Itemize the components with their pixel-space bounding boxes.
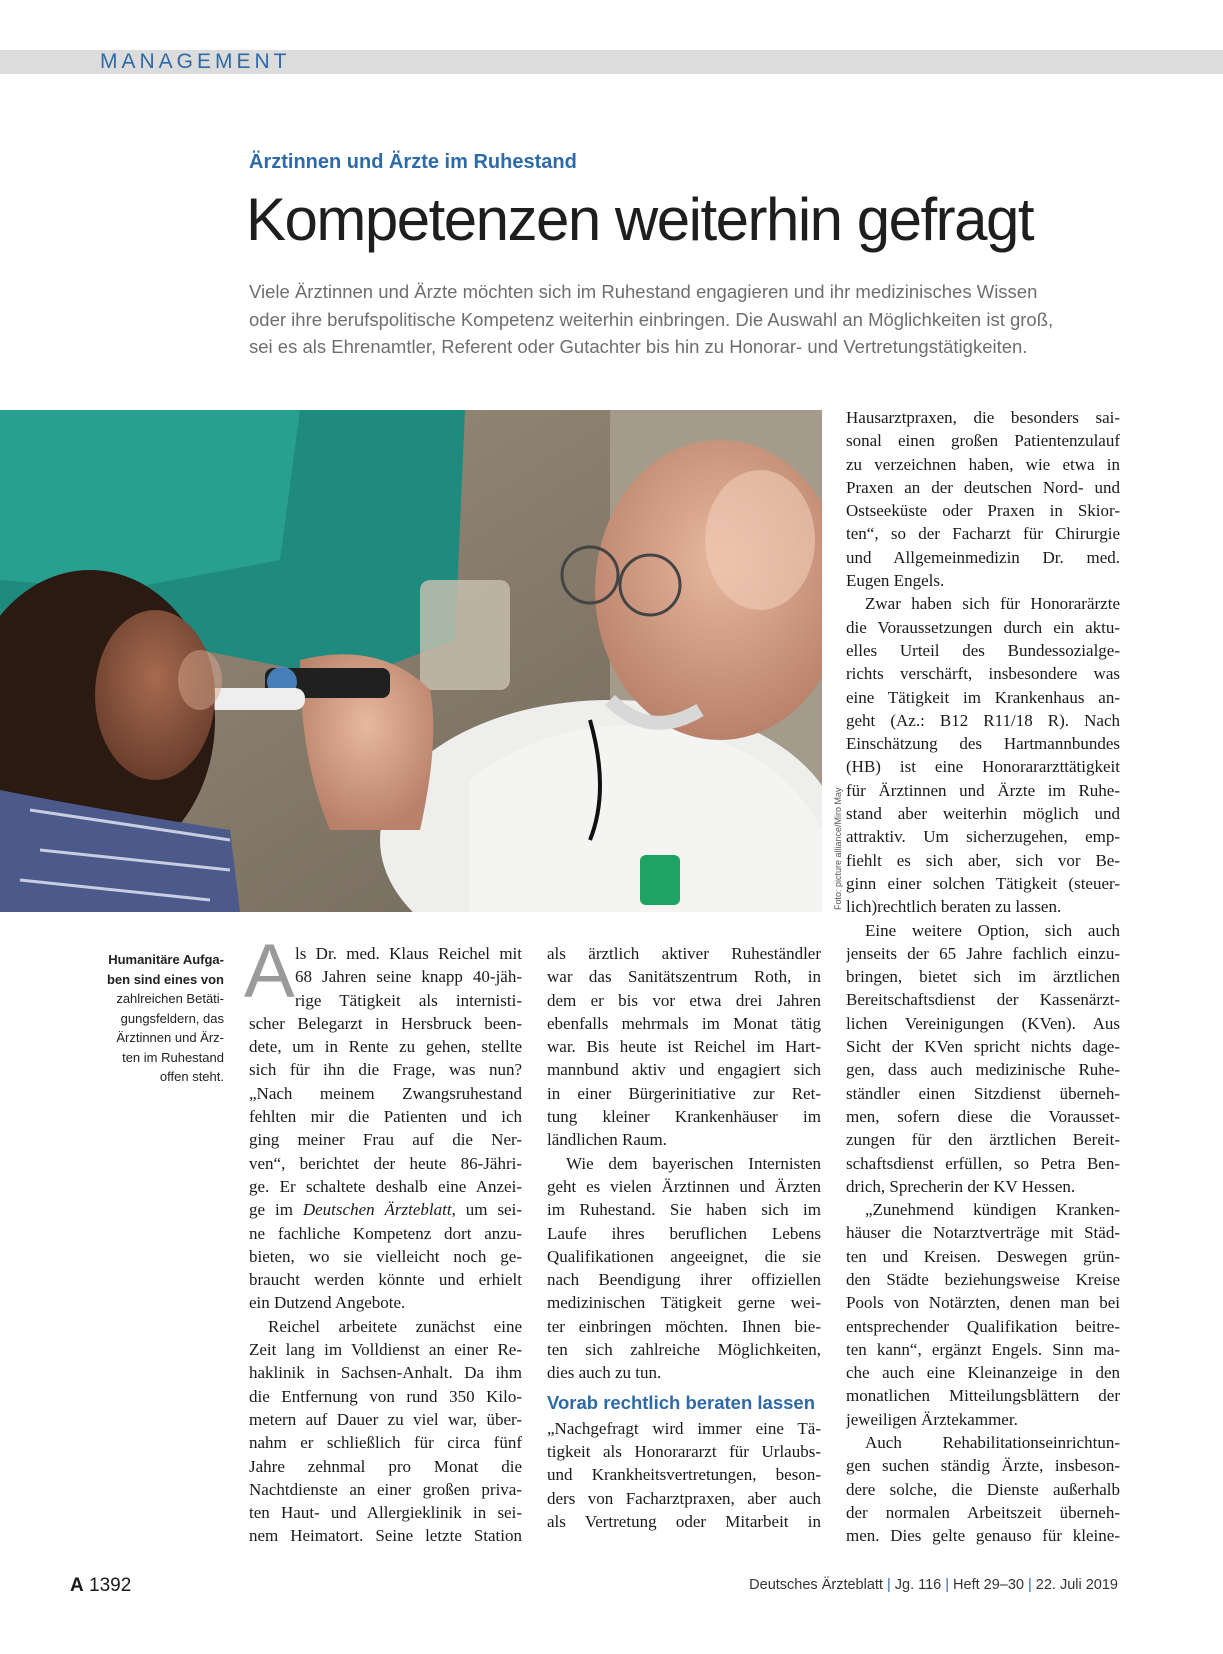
body-line: häuser die Notarztverträge mit Städ- — [846, 1223, 1120, 1243]
body-line: Reichel arbeitete zunächst eine — [268, 1316, 522, 1336]
body-line: ten“, so der Facharzt für Chirurgie — [846, 524, 1120, 544]
caption-line: Ärztinnen und Ärz- — [116, 1030, 224, 1045]
body-line: ter einbringen möchten. Ihnen bie- — [547, 1316, 821, 1336]
caption-line: zahlreichen Betäti- — [116, 991, 224, 1006]
body-line: lich)rechtlich beraten zu lassen. — [846, 897, 1062, 917]
body-line: war. Bis heute ist Reichel im Hart- — [547, 1037, 821, 1057]
body-line: Pools von Notärzten, denen man bei — [846, 1293, 1120, 1313]
journal-issue: Heft 29–30 — [953, 1577, 1024, 1593]
caption-line: ben sind eines von — [106, 971, 224, 987]
caption-line: ten im Ruhestand — [122, 1049, 224, 1065]
body-line: und Allgemeinmedizin Dr. med. — [846, 547, 1120, 567]
body-line: für Ärztinnen und Ärzte im Ruhe- — [846, 780, 1120, 800]
body-column-2 — [547, 942, 821, 1533]
body-line: dies auch zu tun. — [547, 1363, 662, 1383]
body-line: scher Belegarzt in Hersbruck been- — [249, 1013, 522, 1033]
body-line: den Städte beziehungsweise Kreise — [846, 1269, 1120, 1289]
body-line: die Voraussetzungen durch ein aktu- — [846, 617, 1120, 637]
lead-line: Viele Ärztinnen und Ärzte möchten sich im Ruhestand engagieren und ihr medizinisches Wissen — [249, 281, 1038, 302]
body-line: als ärztlich aktiver Ruheständler — [547, 944, 821, 963]
body-line: Praxen an der deutschen Nord- und — [846, 477, 1120, 497]
body-line: Laufe ihres beruflichen Lebens — [547, 1223, 821, 1243]
body-line: zu verzeichnen haben, wie etwa in — [846, 454, 1120, 474]
body-line: der normalen Arbeitszeit überneh- — [846, 1502, 1120, 1522]
body-line: fiehlt es sich aber, sich vor Be- — [846, 850, 1120, 870]
body-line: ständler einen Sitzdienst überneh- — [846, 1083, 1120, 1103]
body-line: nahm er schließlich für circa fünf — [249, 1433, 522, 1453]
page-prefix: A — [70, 1575, 84, 1596]
body-line: und Krankheitsvertretungen, beson- — [547, 1465, 821, 1485]
lead-line: oder ihre berufspolitische Kompetenz weiterhin einbringen. Die Auswahl an Möglichkeiten ist groß, — [249, 308, 1054, 330]
journal-name: Deutsches Ärzteblatt — [749, 1577, 883, 1593]
body-line: men. Dies gelte genauso für kleine- — [846, 1526, 1120, 1546]
body-line: dere solche, die Dienste außerhalb — [846, 1479, 1120, 1499]
caption-line: Humanitäre Aufga- — [108, 952, 224, 967]
caption-line: offen steht. — [159, 1069, 224, 1084]
body-line: (HB) ist eine Honorararzttätigkeit — [846, 757, 1120, 777]
body-line: ven“, berichtet der heute 86-Jähri- — [249, 1153, 522, 1173]
journal-reference: Deutschen Ärzteblatt — [302, 1200, 452, 1220]
body-line: mannbund aktiv und engagiert sich — [547, 1060, 821, 1080]
body-line: Eugen Engels. — [846, 571, 945, 591]
body-line: ebenfalls mehrmals im Monat tätig — [547, 1013, 821, 1033]
body-line: jeweiligen Ärztekammer. — [846, 1409, 1018, 1429]
body-line: ländlichen Raum. — [547, 1130, 667, 1150]
body-line: eine Tätigkeit im Krankenhaus an- — [846, 687, 1120, 707]
body-column-3 — [846, 406, 1120, 1548]
body-line: drich, Sprecherin der KV Hessen. — [846, 1176, 1076, 1196]
body-line: sich für ihn die Frage, was nun? — [249, 1060, 522, 1080]
body-line: metern auf Dauer zu viel war, über- — [249, 1409, 522, 1429]
page-number-value: 1392 — [89, 1575, 132, 1596]
body-line: gen suchen ständig Ärzte, insbeson- — [846, 1456, 1120, 1476]
body-line: braucht werden könnte und erhielt — [249, 1270, 522, 1290]
section-label: MANAGEMENT — [100, 50, 291, 73]
body-line: die Entfernung von rund 350 Kilo- — [249, 1386, 522, 1406]
journal-footer: Deutsches Ärzteblatt | Jg. 116 | Heft 29–30 | 22. Juli 2019 — [749, 1577, 1118, 1593]
body-line: ging meiner Frau auf die Ner- — [249, 1130, 522, 1150]
body-line: bringen, bietet sich im ärztlichen — [846, 967, 1120, 987]
body-line: nem Heimatort. Seine letzte Station — [249, 1526, 522, 1546]
section-subheading: Vorab rechtlich beraten lassen — [547, 1391, 816, 1413]
body-line: als Vertretung oder Mitarbeit in — [547, 1511, 821, 1531]
body-line: rige Tätigkeit als internisti- — [295, 990, 522, 1010]
body-line: entsprechender Qualifikation beitre- — [846, 1316, 1120, 1336]
body-line: ten sich zahlreiche Möglichkeiten, — [547, 1340, 821, 1360]
body-line: fehlten mir die Patienten und ich — [249, 1107, 522, 1127]
body-line: Eine weitere Option, sich auch — [865, 920, 1120, 940]
lead-line: sei es als Ehrenamtler, Referent oder Gutachter bis hin zu Honorar- und Vertretungstätigkeiten. — [249, 336, 1028, 357]
body-line: medizinischen Tätigkeit gerne wei- — [547, 1293, 821, 1313]
body-line: schaftsdienst erfüllen, so Petra Ben- — [846, 1153, 1120, 1173]
body-line: jenseits der 65 Jahre fachlich einzu- — [846, 943, 1120, 963]
body-line: ge. Er schaltete deshalb eine Anzei- — [249, 1176, 522, 1196]
body-line: ginn einer solchen Tätigkeit (steuer- — [846, 873, 1120, 893]
photo-credit: Foto: picture alliance/Miro May — [833, 787, 843, 910]
body-line: Zeit lang im Volldienst an einer Re- — [249, 1340, 522, 1360]
body-line: ein Dutzend Angebote. — [249, 1293, 406, 1313]
body-line: ders von Facharztpraxen, aber auch — [547, 1488, 821, 1508]
body-line: nach Beendigung ihrer offiziellen — [547, 1270, 821, 1290]
body-line: Auch Rehabilitationseinrichtun- — [865, 1433, 1120, 1453]
body-line: zungen für den ärztlichen Bereit- — [846, 1130, 1120, 1150]
body-line: Ostseeküste oder Praxen in Skior- — [846, 501, 1120, 521]
body-line: ten Haut- und Allergieklinik in sei- — [249, 1503, 522, 1523]
page-number — [70, 1575, 131, 1597]
body-column-1 — [244, 929, 522, 1548]
body-line: ten und Kreisen. Deswegen grün- — [846, 1246, 1120, 1266]
body-line: war das Sanitätszentrum Roth, in — [547, 967, 821, 987]
body-line: ne fachliche Kompetenz dort anzu- — [249, 1223, 522, 1243]
body-line: Nachtdienste an einer großen priva- — [249, 1479, 522, 1499]
body-line: attraktiv. Um sicherzugehen, emp- — [846, 827, 1120, 847]
body-line: monatlichen Mitteilungsblättern der — [846, 1386, 1120, 1406]
body-line: Einschätzung des Hartmannbundes — [846, 734, 1120, 754]
body-line: ten kann“, ergänzt Engels. Sinn ma- — [846, 1339, 1120, 1359]
body-line: stand aber weiterhin möglich und — [846, 804, 1120, 824]
body-line: tung kleiner Krankenhäuser im — [547, 1107, 821, 1127]
body-line: 68 Jahren seine knapp 40-jäh- — [295, 967, 522, 987]
body-line: Sicht der KVen spricht nichts dage- — [846, 1037, 1120, 1057]
body-line: dem er bis vor etwa drei Jahren — [547, 990, 821, 1010]
body-line: geht es vielen Ärztinnen und Ärzten — [547, 1176, 821, 1196]
photo-illustration — [0, 410, 822, 912]
body-line: tigkeit als Honorararzt für Urlaubs- — [547, 1441, 821, 1461]
body-line: Zwar haben sich für Honorarärzte — [865, 594, 1120, 614]
body-line: geht (Az.: B12 R11/18 R). Nach — [846, 710, 1120, 730]
body-line: lichen Vereinigungen (KVen). Aus — [846, 1013, 1120, 1033]
body-line: sonal einen großen Patientenzulauf — [846, 431, 1120, 451]
body-line: haklinik in Sachsen-Anhalt. Da ihm — [249, 1363, 522, 1383]
headline: Kompetenzen weiterhin gefragt — [246, 186, 1034, 253]
body-line: „Nach meinem Zwangsruhestand — [249, 1083, 522, 1103]
body-line: bieten, wo sie vielleicht noch ge- — [249, 1246, 522, 1266]
body-line: che auch eine Kleinanzeige in den — [846, 1363, 1120, 1383]
body-line: Hausarztpraxen, die besonders sai- — [846, 408, 1120, 427]
caption-line: gungsfeldern, das — [120, 1010, 224, 1026]
body-line: gen, dass auch medizinische Ruhe- — [846, 1060, 1120, 1080]
photo-caption — [70, 950, 224, 1087]
journal-volume: Jg. 116 — [894, 1577, 942, 1593]
body-line: in einer Bürgerinitiative zur Ret- — [547, 1083, 821, 1103]
body-line: Jahre zehnmal pro Monat die — [249, 1456, 522, 1476]
body-line: „Nachgefragt wird immer eine Tä- — [547, 1418, 821, 1438]
body-line: ls Dr. med. Klaus Reichel mit — [295, 944, 522, 963]
body-line: ge im Deutschen Ärzteblatt, um sei- — [249, 1200, 522, 1220]
body-line: richts verschärft, insbesondere was — [846, 664, 1120, 684]
article-photo — [0, 410, 822, 912]
journal-date: 22. Juli 2019 — [1035, 1577, 1118, 1593]
body-line: men, sofern diese die Vorausset- — [846, 1106, 1120, 1126]
body-line: elles Urteil des Bundessozialge- — [846, 640, 1120, 660]
kicker: Ärztinnen und Ärzte im Ruhestand — [249, 151, 577, 173]
body-line: im Ruhestand. Sie haben sich im — [547, 1200, 821, 1220]
lead-paragraph — [249, 278, 1129, 361]
body-line: Bereitschaftsdienst der Kassenärzt- — [846, 990, 1120, 1010]
body-line: „Zunehmend kündigen Kranken- — [865, 1200, 1120, 1220]
body-line: Qualifikationen angeeignet, die sie — [547, 1246, 821, 1266]
drop-cap: A — [244, 929, 295, 1014]
body-line: dete, um in Rente zu gehen, stellte — [249, 1037, 522, 1057]
body-line: Wie dem bayerischen Internisten — [566, 1153, 821, 1173]
